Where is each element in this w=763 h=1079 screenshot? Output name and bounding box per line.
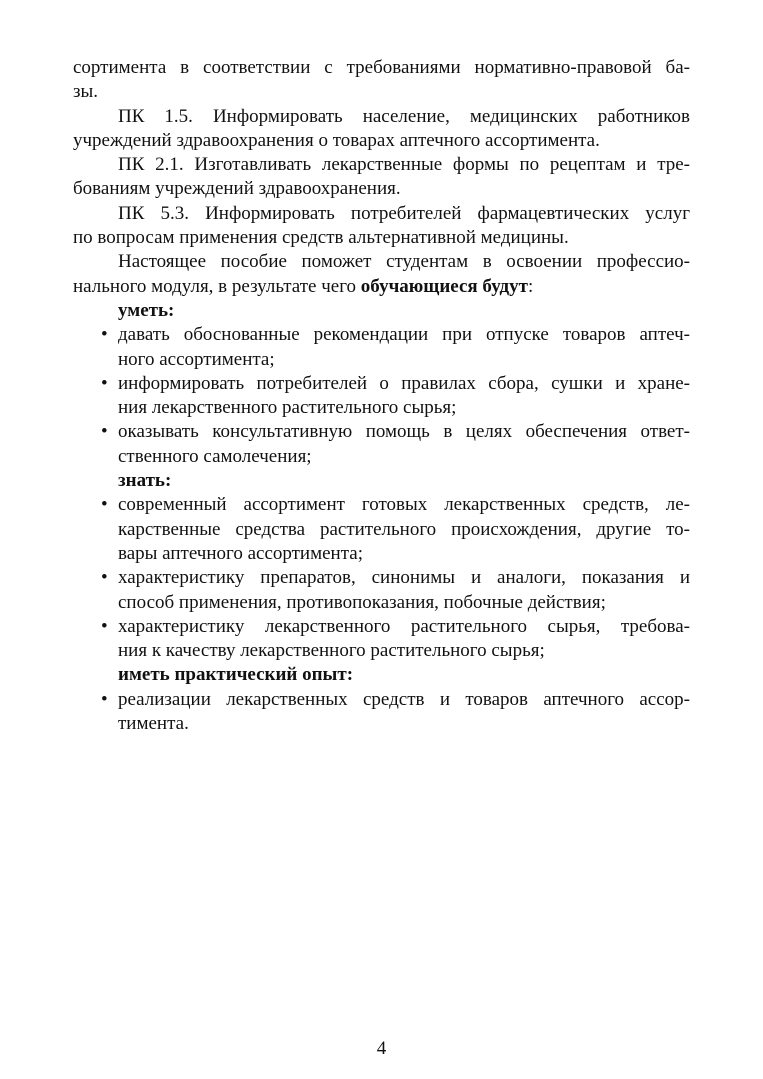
bullet-icon: •	[101, 324, 108, 346]
bullet-continuation: вары аптечного ассортимента;	[118, 542, 363, 564]
bullet-continuation: ния лекарственного растительного сырья;	[118, 397, 457, 419]
text-fragment: :	[527, 275, 534, 297]
text-line: по вопросам применения средств альтернативной медицины.	[73, 227, 569, 249]
bullet-icon: •	[101, 421, 108, 443]
text-fragment: нального модуля, в результате чего	[73, 275, 361, 297]
document-body	[73, 56, 690, 736]
bullet-continuation: ния к качеству лекарственного растительного сырья;	[118, 640, 545, 662]
bullet-text: современный ассортимент готовых лекарственных средств, ле-	[118, 494, 690, 516]
bullet-continuation: ственного самолечения;	[118, 445, 312, 467]
bullet-continuation: тимента.	[118, 713, 189, 735]
bullet-item	[73, 493, 690, 517]
bold-phrase: обучающиеся будут	[360, 275, 528, 297]
bullet-continuation: карственные средства растительного происхождения, другие то-	[118, 518, 690, 540]
text-line	[73, 275, 690, 299]
bullet-text: давать обоснованные рекомендации при отпуске товаров аптеч-	[118, 324, 690, 346]
bullet-item	[73, 323, 690, 347]
heading-znat: знать:	[118, 470, 172, 492]
bullet-text: информировать потребителей о правилах сбора, сушки и хране-	[118, 372, 690, 394]
bullet-icon: •	[101, 567, 108, 589]
text-line: учреждений здравоохранения о товарах аптечного ассортимента.	[73, 129, 600, 151]
competency-pk-1-5: ПК 1.5. Информировать население, медицинских работников	[118, 105, 690, 127]
bullet-item	[73, 615, 690, 639]
bullet-item	[73, 688, 690, 712]
text-line: сортимента в соответствии с требованиями нормативно-правовой ба-	[73, 57, 690, 78]
bullet-icon: •	[101, 615, 108, 637]
competency-pk-2-1: ПК 2.1. Изготавливать лекарственные формы по рецептам и тре-	[118, 154, 690, 176]
bullet-icon: •	[101, 372, 108, 394]
heading-practical-experience: иметь практический опыт:	[118, 664, 354, 686]
bullet-text: реализации лекарственных средств и товаров аптечного ассор-	[118, 688, 690, 710]
heading-umet: уметь:	[118, 299, 175, 321]
bullet-text: оказывать консультативную помощь в целях обеспечения ответ-	[118, 421, 690, 443]
bullet-item	[73, 420, 690, 444]
bullet-item	[73, 372, 690, 396]
page-number: 4	[376, 1038, 387, 1059]
bullet-continuation: ного ассортимента;	[118, 348, 275, 370]
bullet-icon: •	[101, 494, 108, 516]
competency-pk-5-3: ПК 5.3. Информировать потребителей фармацевтических услуг	[118, 202, 690, 224]
bullet-text: характеристику лекарственного растительного сырья, требова-	[118, 615, 690, 637]
bullet-item	[73, 566, 690, 590]
text-line: бованиям учреждений здравоохранения.	[73, 178, 401, 200]
bullet-icon: •	[101, 688, 108, 710]
intro-paragraph: Настоящее пособие поможет студентам в освоении профессио-	[118, 251, 690, 273]
bullet-continuation: способ применения, противопоказания, побочные действия;	[118, 591, 606, 613]
bullet-text: характеристику препаратов, синонимы и аналоги, показания и	[118, 567, 690, 589]
text-line: зы.	[73, 81, 99, 103]
